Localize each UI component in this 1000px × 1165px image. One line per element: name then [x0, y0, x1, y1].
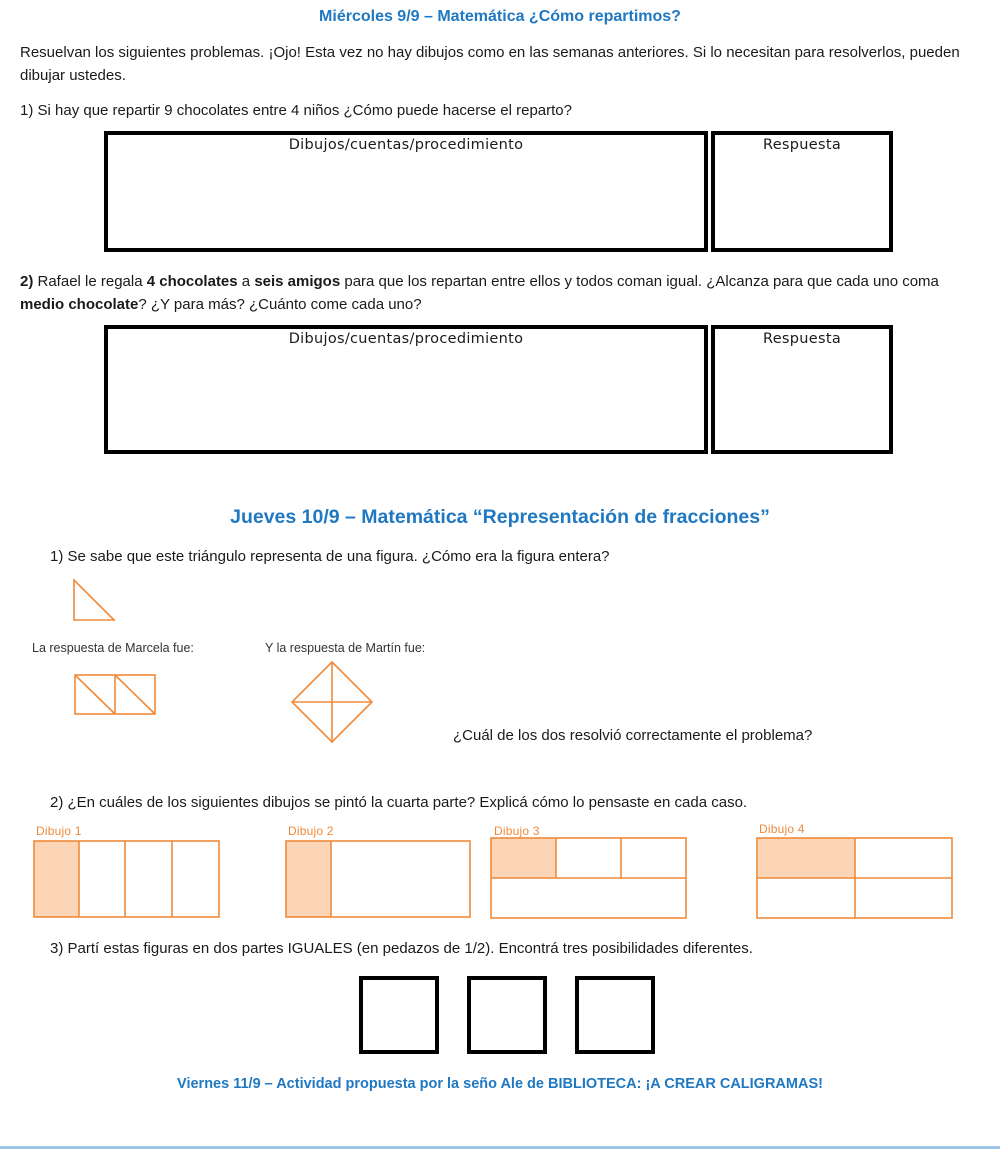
triangle-figure [72, 578, 118, 624]
square-figure-1[interactable] [359, 976, 439, 1054]
drawing-3-figure [490, 837, 688, 920]
martin-caption: Y la respuesta de Martín fue: [265, 641, 426, 655]
thursday-q1: 1) Se sabe que este triángulo representa de una figura. ¿Cómo era la figura entera? [50, 548, 610, 565]
problem-2-text [20, 270, 975, 316]
wednesday-title: Miércoles 9/9 – Matemática ¿Cómo repartimos? [319, 8, 681, 25]
problem-2-work-box[interactable] [104, 325, 708, 454]
problem-1-text: 1) Si hay que repartir 9 chocolates entre 4 niños ¿Cómo puede hacerse el reparto? [20, 102, 572, 119]
friday-title: Viernes 11/9 – Actividad propuesta por la seño Ale de BIBLIOTECA: ¡A CREAR CALIGRAMAS! [177, 1076, 823, 1092]
drawing-1-figure [33, 840, 221, 920]
problem-2-part: ? ¿Y para más? ¿Cuánto come cada uno? [138, 296, 422, 313]
marcela-answer-figure [74, 674, 158, 716]
answer-box-label: Respuesta [762, 331, 842, 347]
problem-2-part: Rafael le regala [33, 273, 147, 290]
drawing-2-figure [285, 840, 473, 920]
drawing-2-label: Dibujo 2 [288, 824, 334, 838]
problem-1-answer-box[interactable] [711, 131, 893, 252]
problem-2-part: a [237, 273, 255, 290]
wednesday-intro: Resuelvan los siguientes problemas. ¡Ojo! Esta vez no hay dibujos como en las semanas anteriores. Si lo necesitan para resolverlos, pueden dibujar ustedes. [20, 44, 960, 84]
bottom-divider [0, 1146, 1000, 1149]
problem-2-answer-box[interactable] [711, 325, 893, 454]
answer-box-label: Respuesta [762, 137, 842, 153]
problem-2-part: para que los repartan entre ellos y todos coman igual. ¿Alcanza para que cada uno coma [340, 273, 939, 290]
thursday-title: Jueves 10/9 – Matemática “Representación de fracciones” [230, 506, 770, 528]
problem-2-bold: seis amigos [254, 273, 341, 290]
thursday-q3: 3) Partí estas figuras en dos partes IGUALES (en pedazos de 1/2). Encontrá tres posibilidades diferentes. [50, 940, 753, 957]
problem-2-number: 2) [20, 273, 34, 290]
martin-answer-figure [290, 660, 376, 746]
work-box-label: Dibujos/cuentas/procedimiento [288, 331, 524, 347]
square-figure-3[interactable] [575, 976, 655, 1054]
drawing-1-label: Dibujo 1 [36, 824, 82, 838]
thursday-q2: 2) ¿En cuáles de los siguientes dibujos se pintó la cuarta parte? Explicá cómo lo pensaste en cada caso. [50, 794, 748, 811]
drawing-4-label: Dibujo 4 [759, 822, 805, 836]
work-box-label: Dibujos/cuentas/procedimiento [288, 137, 524, 153]
problem-2-bold: 4 chocolates [146, 273, 238, 290]
thursday-q1-followup: ¿Cuál de los dos resolvió correctamente el problema? [453, 727, 813, 744]
marcela-caption: La respuesta de Marcela fue: [32, 641, 194, 655]
drawing-4-figure [756, 837, 954, 920]
problem-1-work-box[interactable] [104, 131, 708, 252]
problem-2-bold: medio chocolate [20, 296, 139, 313]
drawing-3-label: Dibujo 3 [494, 824, 540, 838]
square-figure-2[interactable] [467, 976, 547, 1054]
